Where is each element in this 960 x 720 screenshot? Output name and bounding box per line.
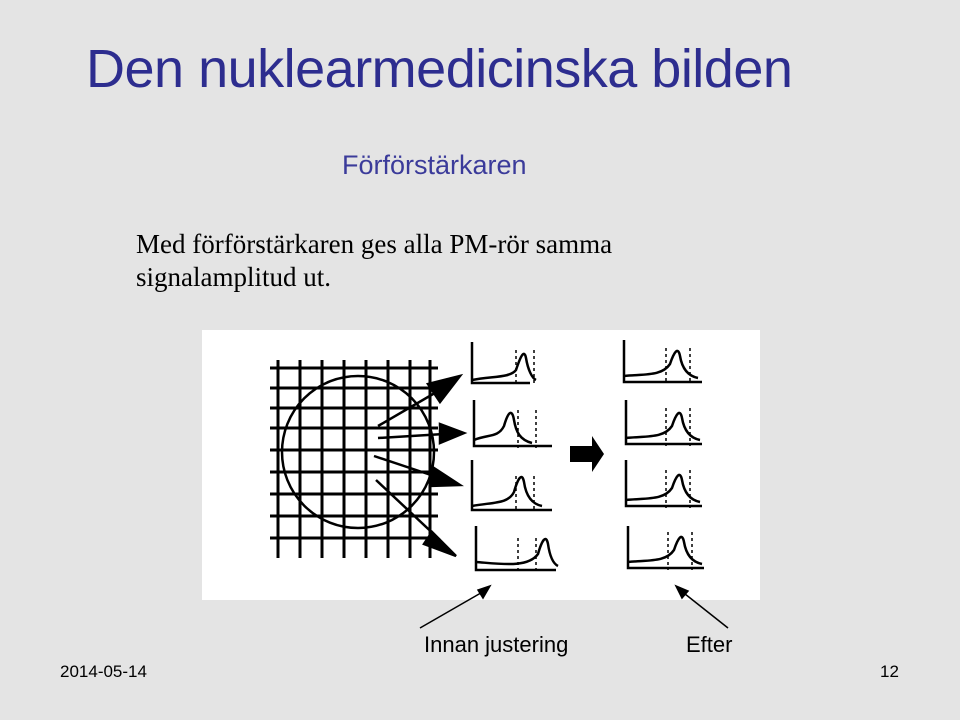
caption-after-adjustment: Efter: [686, 632, 733, 657]
body-line-2: signalamplitud ut.: [136, 262, 331, 292]
footer-page-number: 12: [880, 662, 899, 681]
body-line-1: Med förförstärkaren ges alla PM-rör samma: [136, 229, 613, 259]
pointer-before: [420, 590, 486, 628]
caption-before-adjustment: Innan justering: [424, 632, 569, 657]
pointer-after: [680, 590, 728, 628]
slide-subtitle: Förförstärkaren: [342, 150, 527, 180]
footer-date: 2014-05-14: [60, 662, 147, 681]
slide-title: Den nuklearmedicinska bilden: [86, 39, 793, 99]
